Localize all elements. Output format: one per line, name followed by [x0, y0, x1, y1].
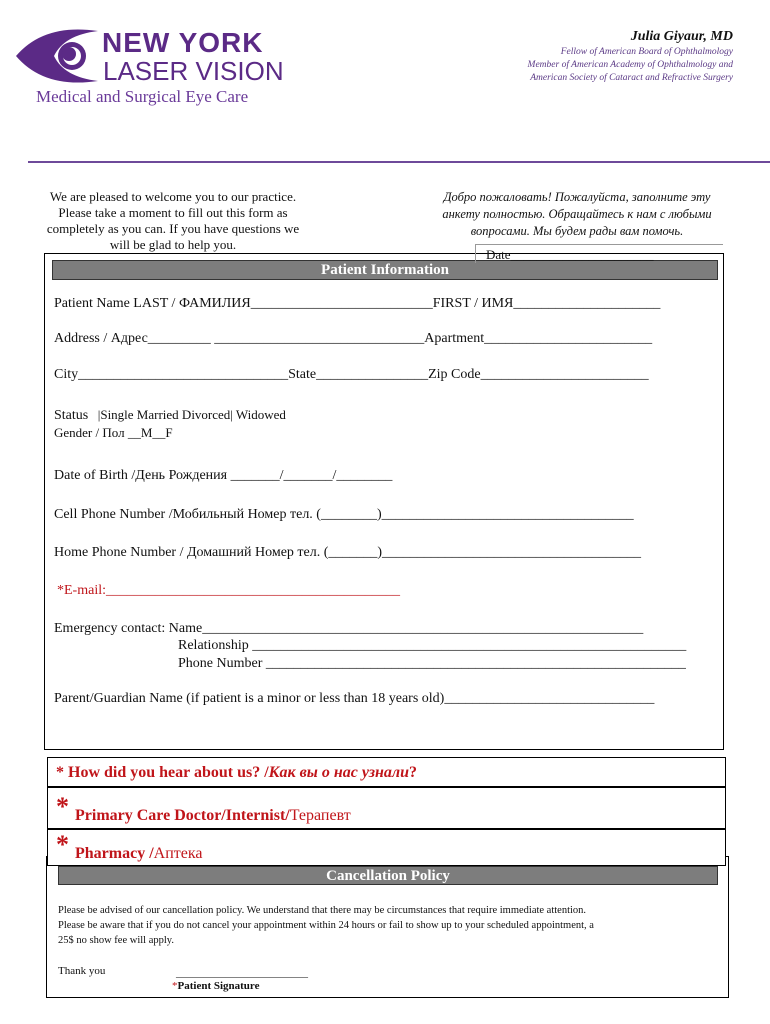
pharmacy-field[interactable]	[47, 829, 726, 866]
status-options[interactable]: |Single Married Divorced| Widowed	[97, 407, 286, 422]
status-label: Status	[54, 408, 89, 423]
pharmacy-label-ru: Аптека	[153, 845, 203, 862]
gender-field[interactable]: Gender / Пол __M__F	[54, 425, 173, 440]
patient-info-title: Patient Information	[52, 260, 718, 280]
doctor-name: Julia Giyaur, MD	[630, 29, 733, 44]
welcome-line: Добро пожаловать! Пожалуйста, заполните эту	[443, 190, 711, 204]
referral-qmark: ?	[408, 764, 417, 781]
email-field[interactable]: *E-mail:__________________________________________	[57, 583, 400, 598]
welcome-line: will be glad to help you.	[109, 237, 237, 252]
guardian-name-field[interactable]: Parent/Guardian Name (if patient is a minor or less than 18 years old)______________________________	[54, 691, 655, 706]
welcome-line: completely as you can. If you have questions we	[46, 221, 300, 236]
welcome-line: We are pleased to welcome you to our practice.	[49, 189, 297, 204]
signature-line[interactable]: ________________________	[176, 967, 308, 979]
welcome-text-ru	[412, 189, 742, 240]
credential-line: American Society of Cataract and Refractive Surgery	[530, 73, 733, 83]
referral-source-field[interactable]	[47, 757, 726, 787]
emergency-phone-field[interactable]: Phone Number ____________________________________________________________	[178, 656, 686, 671]
emergency-relationship-field[interactable]: Relationship ______________________________________________________________	[178, 638, 687, 653]
eye-logo-icon	[14, 27, 100, 85]
cancellation-text	[58, 903, 708, 948]
home-phone-field[interactable]: Home Phone Number / Домашний Номер тел. (_______)_____________________________________	[54, 545, 642, 560]
policy-line: Please be aware that if you do not cancel your appointment within 24 hours or fail to show up to your scheduled appointment, a	[58, 920, 594, 931]
welcome-line: вопросами. Мы будем рады вам помочь.	[470, 224, 684, 238]
address-field[interactable]: Address / Адрес_________ ______________________________Apartment________________________	[54, 331, 653, 346]
cell-phone-field[interactable]: Cell Phone Number /Мобильный Номер тел. (________)____________________________________	[54, 507, 634, 522]
pcp-label-en: Primary Care Doctor/Internist/	[75, 807, 290, 824]
pharmacy-label-en: Pharmacy /	[75, 845, 154, 862]
doctor-credentials	[473, 46, 733, 85]
patient-name-field[interactable]: Patient Name LAST / ФАМИЛИЯ__________________________FIRST / ИМЯ_____________________	[54, 296, 661, 311]
welcome-line: анкету полностью. Обращайтесь к нам с любыми	[442, 207, 712, 221]
signature-label	[172, 980, 260, 992]
header-divider	[28, 161, 770, 163]
policy-line: Please be advised of our cancellation policy. We understand that there may be circumstances that require immediate attention.	[58, 905, 587, 916]
required-star: *	[56, 830, 69, 859]
referral-label: * How did you hear about us? /	[56, 764, 269, 781]
policy-line: 25$ no show fee will apply.	[58, 935, 174, 946]
pcp-label-ru: Терапевт	[289, 807, 351, 824]
dob-field[interactable]: Date of Birth /День Рождения _______/_______/________	[54, 468, 393, 483]
patient-info-section	[44, 253, 724, 750]
pharmacy-label	[75, 845, 203, 863]
primary-care-label	[75, 807, 351, 825]
welcome-line: Please take a moment to fill out this form as	[58, 205, 288, 220]
primary-care-field[interactable]	[47, 787, 726, 829]
credential-line: Member of American Academy of Ophthalmology and	[527, 60, 733, 70]
emergency-name-field[interactable]: Emergency contact: Name_______________________________________________________________	[54, 621, 644, 636]
brand-name-line2: LASER VISION	[103, 56, 284, 86]
brand-tagline: Medical and Surgical Eye Care	[36, 87, 249, 106]
cancellation-title: Cancellation Policy	[58, 866, 718, 885]
date-field[interactable]: Date______________________	[475, 244, 723, 263]
status-field[interactable]	[54, 406, 286, 424]
required-star: *	[56, 792, 69, 821]
thank-you-text: Thank you	[58, 965, 106, 977]
credential-line: Fellow of American Board of Ophthalmology	[560, 47, 733, 57]
referral-label-ru: Как вы о нас узнали	[268, 764, 409, 781]
welcome-text-en	[30, 189, 316, 253]
city-state-zip-field[interactable]: City______________________________State________________Zip Code________________________	[54, 367, 649, 382]
signature-label-text: Patient Signature	[177, 980, 260, 992]
brand-name-line1: NEW YORK	[102, 27, 264, 58]
required-star: *	[172, 980, 178, 992]
